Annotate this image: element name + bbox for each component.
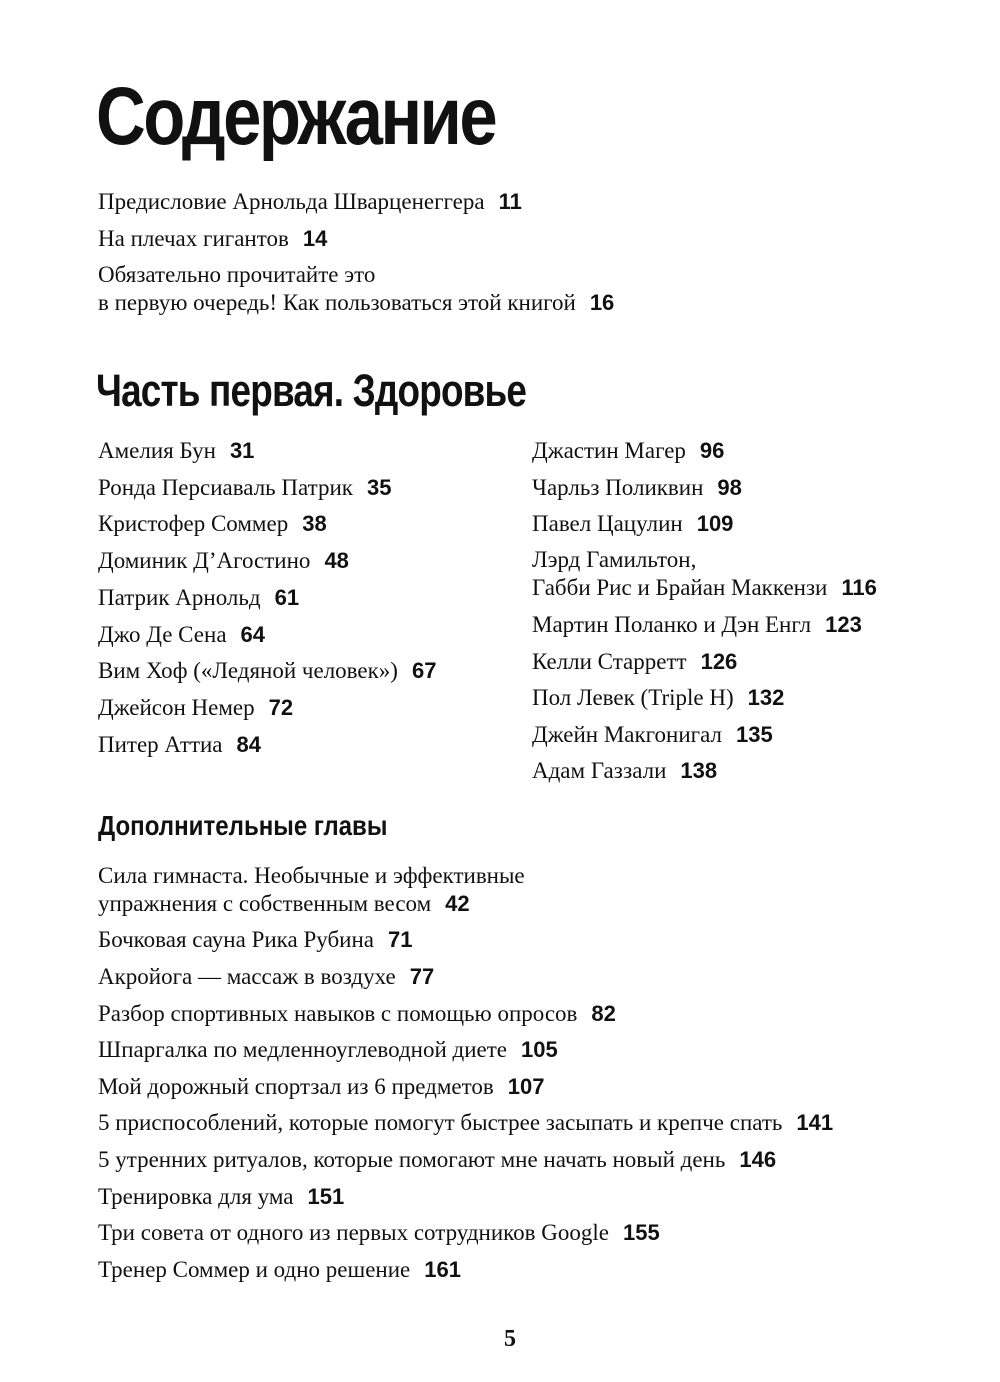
toc-entry-title: Вим Хоф («Ледяной человек») [98, 658, 398, 683]
toc-entry-title: Бочковая сауна Рика Рубина [98, 927, 374, 952]
toc-entry-page: 67 [411, 658, 437, 683]
toc-entry-page: 138 [680, 758, 718, 783]
toc-entry-page: 132 [747, 685, 785, 710]
toc-entry-title: Тренировка для ума [98, 1184, 294, 1209]
toc-entry-title: Три совета от одного из первых сотрудников Google [98, 1220, 609, 1245]
toc-entry[interactable] [532, 721, 773, 749]
toc-entry-page: 77 [409, 964, 435, 989]
toc-entry-title: На плечах гигантов [98, 226, 289, 251]
toc-entry-page: 155 [622, 1220, 660, 1245]
toc-entry-page: 109 [696, 511, 734, 536]
toc-entry[interactable] [98, 1000, 616, 1028]
toc-entry-page: 141 [796, 1110, 834, 1135]
toc-entry-title-line1: Обязательно прочитайте это [98, 262, 376, 287]
toc-entry-title: Мой дорожный спортзал из 6 предметов [98, 1074, 494, 1099]
toc-entry[interactable] [98, 225, 327, 253]
toc-entry-title: Кристофер Соммер [98, 511, 289, 536]
toc-entry-page: 98 [717, 475, 742, 500]
toc-entry[interactable] [98, 963, 434, 991]
toc-entry-page: 14 [302, 226, 328, 251]
toc-entry[interactable] [98, 621, 265, 649]
toc-entry-title: Тренер Соммер и одно решение [98, 1257, 411, 1282]
toc-entry[interactable] [532, 684, 784, 712]
toc-entry-title: Предисловие Арнольда Шварценеггера [98, 189, 485, 214]
toc-entry-page: 35 [366, 475, 392, 500]
toc-entry[interactable] [98, 1183, 344, 1211]
toc-entry-title: Ронда Персиаваль Патрик [98, 475, 353, 500]
part-heading [96, 365, 527, 416]
toc-entry[interactable] [532, 474, 742, 502]
toc-entry-page: 126 [700, 649, 738, 674]
toc-entry-title: в первую очередь! Как пользоваться этой книгой [98, 290, 576, 315]
toc-entry-title: Чарльз Поликвин [532, 475, 704, 500]
toc-entry-page: 16 [589, 290, 615, 315]
toc-entry[interactable] [532, 611, 862, 639]
toc-entry-page: 161 [424, 1257, 461, 1282]
toc-entry-page: 42 [445, 891, 470, 916]
toc-entry-page: 84 [236, 732, 261, 757]
toc-entry[interactable] [98, 862, 525, 918]
toc-entry-page: 135 [736, 722, 773, 747]
toc-entry[interactable] [98, 731, 261, 759]
toc-entry-page: 61 [274, 585, 300, 610]
toc-entry-page: 38 [302, 511, 327, 536]
toc-entry-page: 151 [307, 1184, 345, 1209]
toc-entry-page: 71 [387, 927, 413, 952]
toc-entry-title: Джейн Макгонигал [532, 722, 722, 747]
toc-entry-title: Джастин Магер [532, 438, 686, 463]
toc-entry-title: Акройога — массаж в воздухе [98, 964, 396, 989]
toc-entry[interactable] [98, 1073, 544, 1101]
toc-entry[interactable] [98, 1109, 833, 1137]
toc-entry-title: Габби Рис и Брайан Маккензи [532, 575, 828, 600]
toc-entry-page: 31 [229, 438, 255, 463]
toc-entry[interactable] [98, 694, 293, 722]
toc-entry-title-line1: Сила гимнаста. Необычные и эффективные [98, 863, 525, 888]
toc-entry-page: 146 [739, 1147, 777, 1172]
part-heading-name: Здоровье [352, 365, 527, 416]
toc-entry-page: 72 [268, 695, 294, 720]
toc-entry-title: Амелия Бун [98, 438, 216, 463]
toc-entry[interactable] [532, 546, 877, 602]
toc-entry[interactable] [98, 188, 522, 216]
toc-entry[interactable] [532, 757, 717, 785]
toc-entry[interactable] [98, 1256, 461, 1284]
toc-entry-title: Питер Аттиа [98, 732, 223, 757]
toc-entry[interactable] [98, 926, 412, 954]
toc-entry[interactable] [98, 474, 391, 502]
toc-entry-page: 116 [841, 575, 877, 600]
toc-entry-title: Джейсон Немер [98, 695, 255, 720]
toc-entry-title: 5 приспособлений, которые помогут быстрее засыпать и крепче спать [98, 1110, 783, 1135]
toc-entry[interactable] [98, 1146, 776, 1174]
toc-entry[interactable] [532, 437, 724, 465]
toc-entry[interactable] [98, 510, 327, 538]
toc-entry-page: 48 [324, 548, 349, 573]
part-heading-label: Часть первая. [96, 365, 344, 416]
toc-entry[interactable] [98, 1036, 558, 1064]
toc-entry-title: упражнения с собственным весом [98, 891, 432, 916]
toc-entry-title-line1: Лэрд Гамильтон, [532, 547, 697, 572]
toc-entry-title: Келли Старретт [532, 649, 687, 674]
toc-entry-title: Павел Цацулин [532, 511, 683, 536]
toc-entry-page: 11 [498, 189, 522, 214]
toc-entry[interactable] [98, 261, 614, 317]
toc-entry-page: 64 [240, 622, 266, 647]
toc-entry-title: Джо Де Сена [98, 622, 227, 647]
toc-entry[interactable] [98, 1219, 660, 1247]
toc-entry-title: Шпаргалка по медленноуглеводной диете [98, 1037, 508, 1062]
toc-entry-page: 105 [521, 1037, 558, 1062]
toc-entry[interactable] [532, 510, 733, 538]
toc-entry[interactable] [98, 547, 349, 575]
toc-entry-title: Адам Газзали [532, 758, 667, 783]
toc-entry[interactable] [98, 584, 299, 612]
toc-entry-title: Доминик Д’Агостино [98, 548, 311, 573]
page-number: 5 [504, 1326, 516, 1352]
page-title: Содержание [96, 71, 496, 162]
toc-entry-title: Мартин Поланко и Дэн Енгл [532, 612, 812, 637]
toc-entry-title: 5 утренних ритуалов, которые помогают мне начать новый день [98, 1147, 726, 1172]
toc-entry-page: 82 [591, 1001, 616, 1026]
toc-entry-page: 96 [699, 438, 725, 463]
section-heading: Дополнительные главы [98, 810, 388, 841]
toc-entry[interactable] [98, 657, 436, 685]
toc-entry-page: 123 [825, 612, 862, 637]
toc-entry-title: Патрик Арнольд [98, 585, 261, 610]
toc-entry-page: 107 [507, 1074, 545, 1099]
toc-entry[interactable] [532, 648, 737, 676]
toc-entry-title: Пол Левек (Triple H) [532, 685, 734, 710]
toc-entry[interactable] [98, 437, 254, 465]
toc-entry-title: Разбор спортивных навыков с помощью опросов [98, 1001, 578, 1026]
